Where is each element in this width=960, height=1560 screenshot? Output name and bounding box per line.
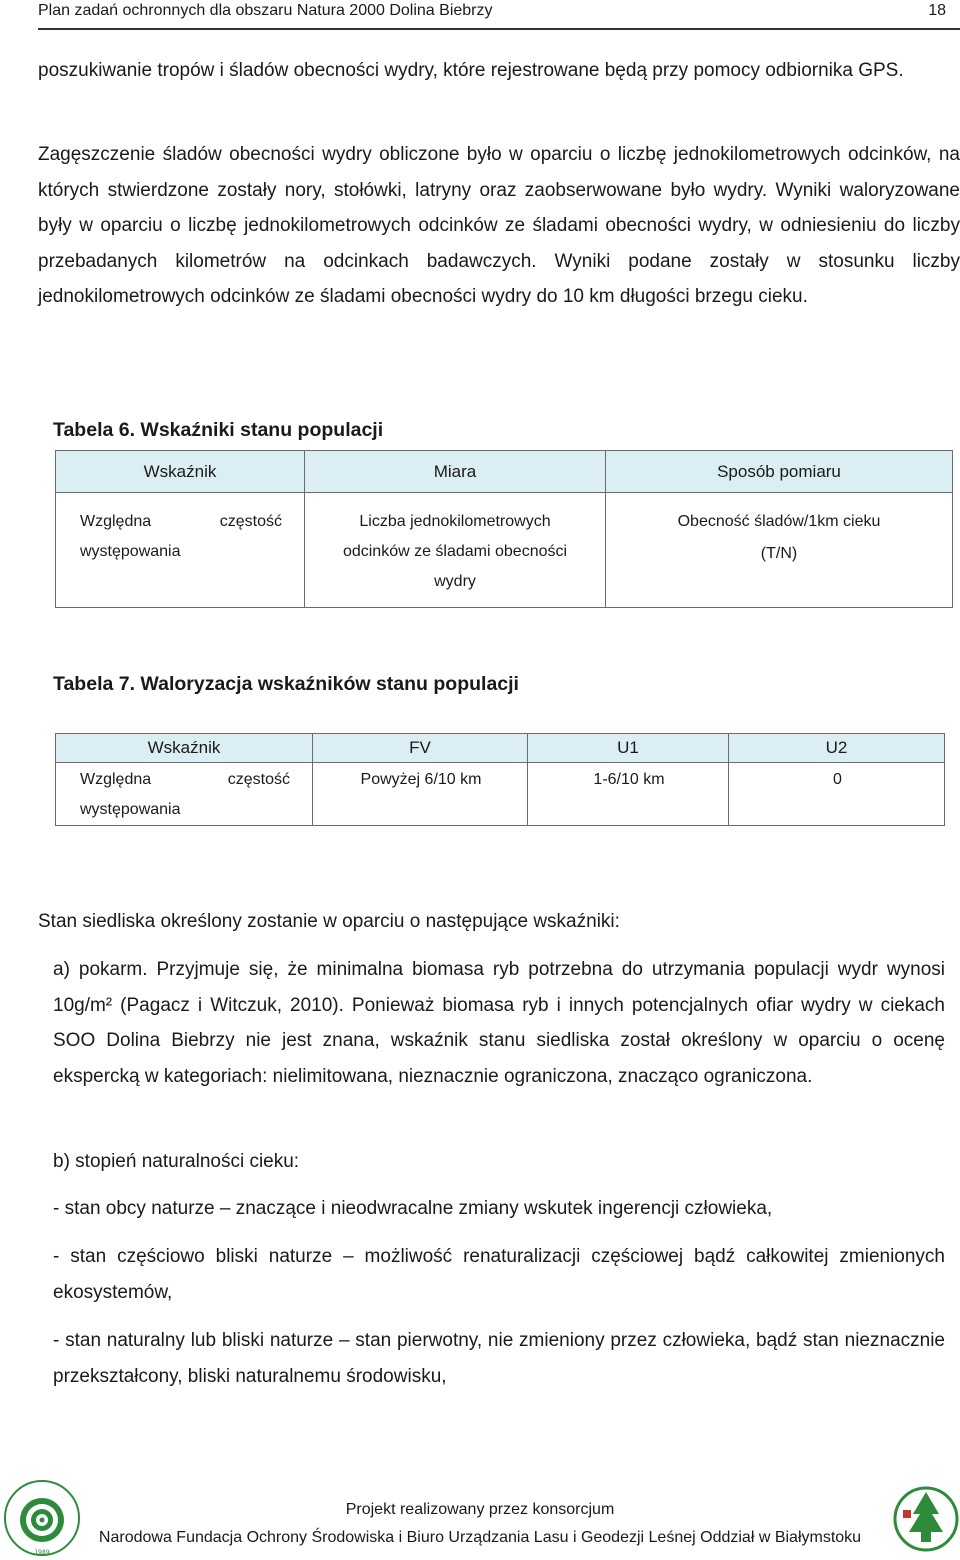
method-line-1: Obecność śladów/1km cieku — [677, 513, 881, 530]
habitat-item-a: a) pokarm. Przyjmuje się, że minimalna biomasa ryb potrzebna do utrzymania populacji wydr wynosi 10g/m² (Pagacz i Witczuk, 2010). Ponieważ biomasa ryb i innych potencjalnych ofiar wydry w ciekach SOO Dolina Biebrzy nie jest znana, wskaźnik stanu siedliska został określony w oparciu o ocenę ekspercką w kategoriach: nielimitowana, nieznacznie ograniczona, znacząco ograniczona. — [53, 959, 945, 1087]
habitat-dash-3: - stan naturalny lub bliski naturze – stan pierwotny, nie zmieniony przez człowieka, bądź stan nieznacznie przekształcony, bliski naturalnemu środowisku, — [53, 1330, 945, 1387]
table6-caption: Tabela 6. Wskaźniki stanu populacji — [53, 419, 384, 441]
table-header-cell: Wskaźnik — [56, 734, 313, 763]
table-cell-method — [606, 493, 953, 608]
table-header-cell: U2 — [729, 734, 945, 763]
bulig-logo-icon — [893, 1480, 959, 1558]
table-header-cell: U1 — [528, 734, 729, 763]
habitat-intro: Stan siedliska określony zostanie w oparciu o następujące wskaźniki: — [38, 911, 620, 932]
table-header-cell: Wskaźnik — [56, 451, 305, 493]
table-row — [56, 493, 953, 608]
document-title: Plan zadań ochronnych dla obszaru Natura 2000 Dolina Biebrzy — [38, 2, 493, 19]
paragraph-2: Zagęszczenie śladów obecności wydry obliczone było w oparciu o liczbę jednokilometrowych odcinków, na których stwierdzone zostały nory, stołówki, latryny oraz zaobserwowane było wydry. Wyniki waloryzowane były w oparciu o liczbę jednokilometrowych odcinków ze śladami obecności wydry, w odniesieniu do liczby przebadanych kilometrów na odcinkach badawczych. Wyniki podane zostały w stosunku liczby jednokilometrowych odcinków ze śladami obecności wydry do 10 km długości brzegu cieku. — [38, 144, 960, 307]
page-number: 18 — [928, 2, 946, 19]
nfos-logo-icon — [2, 1478, 82, 1558]
table-cell: 0 — [729, 763, 945, 826]
table-header-cell: Sposób pomiaru — [606, 451, 953, 493]
habitat-item-b: b) stopień naturalności cieku: — [53, 1151, 300, 1172]
logo-year: 1989 — [34, 1549, 50, 1556]
table-cell-indicator: Względna częstość występowania — [56, 493, 305, 608]
table-header-cell: Miara — [305, 451, 606, 493]
paragraph-1: poszukiwanie tropów i śladów obecności wydry, które rejestrowane będą przy pomocy odbiornika GPS. — [38, 60, 904, 81]
table-cell-measure: Liczba jednokilometrowych odcinków ze śladami obecności wydry — [305, 493, 606, 608]
footer-line-1: Projekt realizowany przez konsorcjum — [345, 1501, 615, 1518]
table-row — [56, 763, 945, 826]
habitat-dash-2: - stan częściowo bliski naturze – możliwość renaturalizacji częściowej bądź całkowitej zmienionych ekosystemów, — [53, 1246, 945, 1303]
method-line-2: (T/N) — [760, 545, 798, 562]
table-header-cell: FV — [313, 734, 528, 763]
table7 — [55, 733, 945, 826]
table6 — [55, 450, 953, 608]
table-header-row — [56, 451, 953, 493]
table-cell: 1-6/10 km — [528, 763, 729, 826]
table-cell: Powyżej 6/10 km — [313, 763, 528, 826]
page-header — [38, 0, 960, 30]
table7-caption: Tabela 7. Waloryzacja wskaźników stanu populacji — [53, 673, 519, 695]
table-cell: Względna częstość występowania — [56, 763, 313, 826]
footer-line-2: Narodowa Fundacja Ochrony Środowiska i Biuro Urządzania Lasu i Geodezji Leśnej Oddział w Białymstoku — [98, 1529, 862, 1546]
habitat-dash-1: - stan obcy naturze – znaczące i nieodwracalne zmiany wskutek ingerencji człowieka, — [53, 1198, 773, 1219]
table-header-row — [56, 734, 945, 763]
